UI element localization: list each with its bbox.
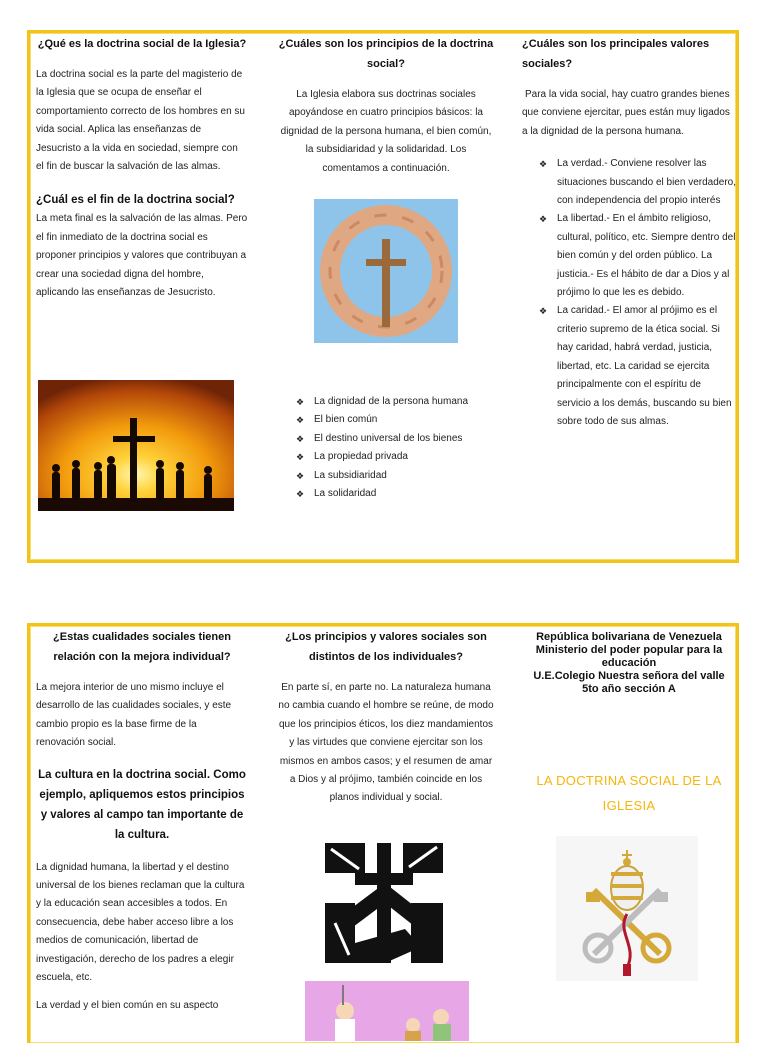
list-item: ❖ La propiedad privada (296, 448, 496, 466)
body-text: La Iglesia elabora sus doctrinas sociales apoyándose en cuatro principios básicos: la dignidad de la persona humana, el bien común, la subsidiaridad y la solidaridad. Los comentamos a continuación. (280, 89, 492, 174)
hands-circle-cross-image (314, 199, 458, 343)
list-item: ❖ El bien común (296, 411, 496, 429)
body-text: En parte sí, en parte no. La naturaleza humana no cambia cuando el hombre se reúne, de modo que los principios éticos, los diez mandamientos y las virtudes que conviene ejercitar son los mismos en ambos casos; y el resumen de amar a Dios y al prójimo, también coincide en los planos individual y social. (278, 682, 494, 804)
institution-line: U.E.Colegio Nuestra señora del valle (533, 670, 725, 682)
list-item: ❖ La verdad.- Conviene resolver las situaciones buscando el bien verdadero, con independencia del propio interés (539, 155, 736, 210)
body-text: La verdad y el bien común en su aspecto (36, 1000, 219, 1012)
section-subtitle: La cultura en la doctrina social. Como ejemplo, apliquemos estos principios y valores al campo tan importante de la cultura. (38, 768, 246, 841)
institution-line: 5to año sección A (582, 683, 676, 695)
question-title: ¿Qué es la doctrina social de la Iglesia? (37, 38, 247, 50)
list-item: ❖ La solidaridad (296, 485, 496, 503)
panel-mejora-individual (36, 626, 248, 1016)
body-text: La dignidad humana, la libertad y el destino universal de los bienes reclaman que la cultura y la educación sean accesibles a todos. En consecuencia, debe haber acceso libre a los medios de comunicación, libertad de investigación, derecho de los padres a elegir escuela, etc. (36, 861, 245, 984)
brochure-page-inside (27, 623, 739, 1043)
panel-valores (522, 33, 736, 431)
brochure-page-outside (27, 30, 739, 563)
question-title: ¿Cuál es el fin de la doctrina social? (36, 194, 235, 207)
cartoon-people-image (305, 981, 469, 1041)
list-item: ❖ La dignidad de la persona humana (296, 393, 496, 411)
body-text: La mejora interior de uno mismo incluye el desarrollo de las cualidades sociales, y este cambio propio es la base firme de la renovación social. (36, 682, 232, 749)
list-item: ❖ La subsidiaridad (296, 467, 496, 485)
institution-line: República bolivariana de Venezuela (536, 631, 722, 643)
question-title: ¿Los principios y valores sociales son distintos de los individuales? (285, 631, 487, 663)
question-title: ¿Estas cualidades sociales tienen relación con la mejora individual? (53, 631, 231, 663)
principles-list (296, 393, 496, 503)
papal-coat-of-arms-image (556, 836, 698, 981)
panel-que-es (36, 33, 248, 302)
sunset-cross-image (38, 380, 234, 511)
body-text: Para la vida social, hay cuatro grandes bienes que conviene ejercitar, pues están muy ligados a la dignidad de la persona humana. (522, 89, 730, 137)
panel-principios (278, 33, 494, 500)
question-title: ¿Cuáles son los principales valores sociales? (522, 38, 710, 70)
list-item: ❖ La caridad.- El amor al prójimo es el criterio supremo de la ética social. Si hay caridad, habrá verdad, justicia, libertad, etc. La caridad se ejercita principalmente con el espíritu de servicio a los demás, buscando su bien sobre todo de sus almas. (539, 302, 736, 431)
institution-line: Ministerio del poder popular para la educación (535, 644, 723, 669)
body-text: La meta final es la salvación de las almas. Pero el fin inmediato de la doctrina social es proponer principios y valores que contribuyan a crear una sociedad digna del hombre, aplicando las enseñanzas de Jesucristo. (36, 213, 248, 299)
woodcut-hands-cross-image (325, 843, 443, 963)
document-title: LA DOCTRINA SOCIAL DE LA IGLESIA (536, 773, 722, 813)
values-list (539, 155, 736, 431)
panel-portada (522, 626, 736, 818)
question-title: ¿Cuáles son los principios de la doctrina social? (278, 38, 494, 70)
list-item: ❖ El destino universal de los bienes (296, 430, 496, 448)
panel-principios-individuales (278, 626, 494, 808)
list-item: ❖ La libertad.- En el ámbito religioso, cultural, político, etc. Siempre dentro del bien común y del orden público. La justicia.- Es el hábito de dar a Dios y al prójimo lo que les es debido. (539, 210, 736, 302)
body-text: La doctrina social es la parte del magisterio de la Iglesia que se ocupa de enseñar el comportamiento correcto de los hombres en su vida social. Aplica las enseñanzas de Jesucristo a la vida en sociedad, siempre con el fin de buscar la salvación de las almas. (36, 69, 245, 173)
